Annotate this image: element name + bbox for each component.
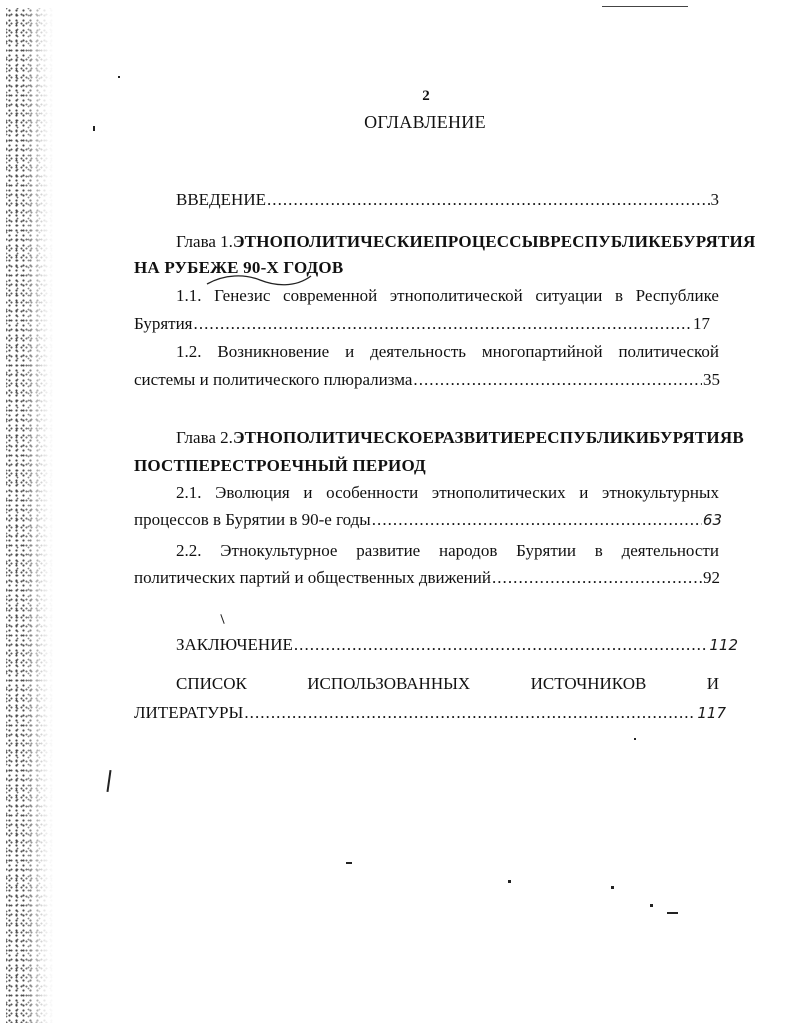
toc-section-1-2-line1 (176, 342, 719, 362)
sources-title-end: ЛИТЕРАТУРЫ (134, 703, 244, 722)
scan-speck (667, 912, 678, 914)
section-title-word: этнополитической (389, 286, 523, 305)
chapter2-title-word: В (732, 428, 744, 447)
section-title-word: Этнокультурное (220, 541, 338, 560)
toc-entry-intro (176, 190, 719, 210)
leader-dots (194, 314, 692, 334)
toc-section-2-2-line2 (134, 568, 720, 588)
toc-section-1-1-line2 (134, 314, 710, 334)
section-number: 2.1. (176, 483, 202, 502)
toc-sources-line2 (134, 703, 726, 723)
chapter1-title-word: РЕСПУБЛИКЕ (550, 232, 673, 251)
chapter2-title-word: БУРЯТИЯ (649, 428, 733, 447)
scan-speck (220, 614, 224, 624)
toc-conclusion-page-handwritten: 112 (709, 636, 738, 654)
section-title-word: многопартийной (481, 342, 603, 361)
section-title-word: развитие (356, 541, 421, 560)
section-title-word: в (594, 541, 603, 560)
section-title-word: особенности (326, 483, 419, 502)
toc-chapter2-heading-line2: ПОСТПЕРЕСТРОЕЧНЫЙ ПЕРИОД (134, 456, 426, 475)
sources-title-word: СПИСОК (176, 674, 247, 693)
toc-intro-page: 3 (710, 190, 719, 209)
section-page: 35 (703, 370, 720, 389)
scan-speck (650, 904, 653, 907)
section-title-word: деятельность (370, 342, 467, 361)
chapter2-title-word: ЭТНОПОЛИТИЧЕСКОЕ (232, 428, 435, 447)
toc-sources-line1 (176, 674, 719, 694)
chapter1-title-word: В (538, 232, 551, 251)
leader-dots (372, 510, 702, 530)
section-title-word: этнокультурных (602, 483, 719, 502)
section-title-word: народов (439, 541, 498, 560)
section-title-word: Возникновение (217, 342, 330, 361)
page-title: ОГЛАВЛЕНИЕ (364, 112, 486, 132)
chapter1-title-word: ЭТНОПОЛИТИЧЕСКИЕ (232, 232, 435, 251)
section-page-handwritten: 63 (702, 511, 722, 529)
sources-title-word: И (706, 674, 719, 693)
section-title-end: процессов в Бурятии в 90-е годы (134, 510, 371, 529)
section-title-word: Генезис (214, 286, 271, 305)
section-title-word: современной (283, 286, 378, 305)
page-number: 2 (422, 88, 430, 104)
section-number: 1.1. (176, 286, 202, 305)
section-number: 2.2. (176, 541, 202, 560)
toc-section-2-1-line2 (134, 510, 722, 530)
scan-speck (118, 76, 120, 78)
sources-title-word: ИСПОЛЬЗОВАННЫХ (307, 674, 471, 693)
top-rule (602, 6, 688, 7)
toc-section-1-2-line2 (134, 370, 720, 390)
section-title-word: в (614, 286, 624, 305)
scan-speck (106, 770, 111, 792)
leader-dots (413, 370, 702, 390)
toc-section-2-1-line1 (176, 483, 719, 503)
section-title-word: Эволюция (215, 483, 290, 502)
scan-speck (93, 126, 95, 131)
section-title-word: Бурятии (516, 541, 576, 560)
chapter1-prefix: Глава 1. (176, 232, 233, 251)
section-title-word: ситуации (535, 286, 603, 305)
sources-title-word: ИСТОЧНИКОВ (530, 674, 647, 693)
chapter2-title-word: РЕСПУБЛИКИ (525, 428, 650, 447)
section-title-end: политических партий и общественных движений (134, 568, 491, 587)
chapter2-title-word: РАЗВИТИЕ (434, 428, 526, 447)
scan-edge-noise (6, 8, 54, 1023)
chapter1-title-word: ПРОЦЕССЫ (434, 232, 539, 251)
section-title-word: деятельности (621, 541, 719, 560)
toc-chapter2-heading-line1 (176, 428, 744, 448)
leader-dots (294, 635, 709, 655)
section-page: 92 (703, 568, 720, 587)
toc-conclusion-label: ЗАКЛЮЧЕНИЕ (176, 635, 293, 654)
section-title-word: и (345, 342, 355, 361)
section-title-word: Республике (635, 286, 719, 305)
section-title-word: политической (618, 342, 719, 361)
toc-section-2-2-line1 (176, 541, 719, 561)
leader-dots (492, 568, 702, 588)
section-title-word: этнополитических (431, 483, 566, 502)
section-title-word: и (303, 483, 313, 502)
scan-speck (346, 862, 352, 864)
sources-page-handwritten: 117 (697, 704, 726, 722)
section-number: 1.2. (176, 342, 202, 361)
toc-intro-label: ВВЕДЕНИЕ (176, 190, 266, 209)
leader-dots (267, 190, 710, 210)
handwritten-squiggle (205, 270, 315, 292)
section-title-end: Бурятия (134, 314, 193, 333)
toc-chapter1-heading-line1 (176, 232, 756, 252)
scan-speck (634, 738, 636, 740)
chapter2-prefix: Глава 2. (176, 428, 233, 447)
toc-entry-conclusion (176, 635, 738, 655)
toc-chapter1-heading-line2: НА РУБЕЖЕ 90-Х ГОДОВ (134, 258, 344, 277)
section-title-end: системы и политического плюрализма (134, 370, 413, 389)
section-page: 17 (693, 314, 710, 333)
section-title-word: и (579, 483, 589, 502)
scan-speck (611, 886, 614, 889)
chapter1-title-word: БУРЯТИЯ (672, 232, 756, 251)
scan-speck (508, 880, 511, 883)
leader-dots (244, 703, 696, 723)
